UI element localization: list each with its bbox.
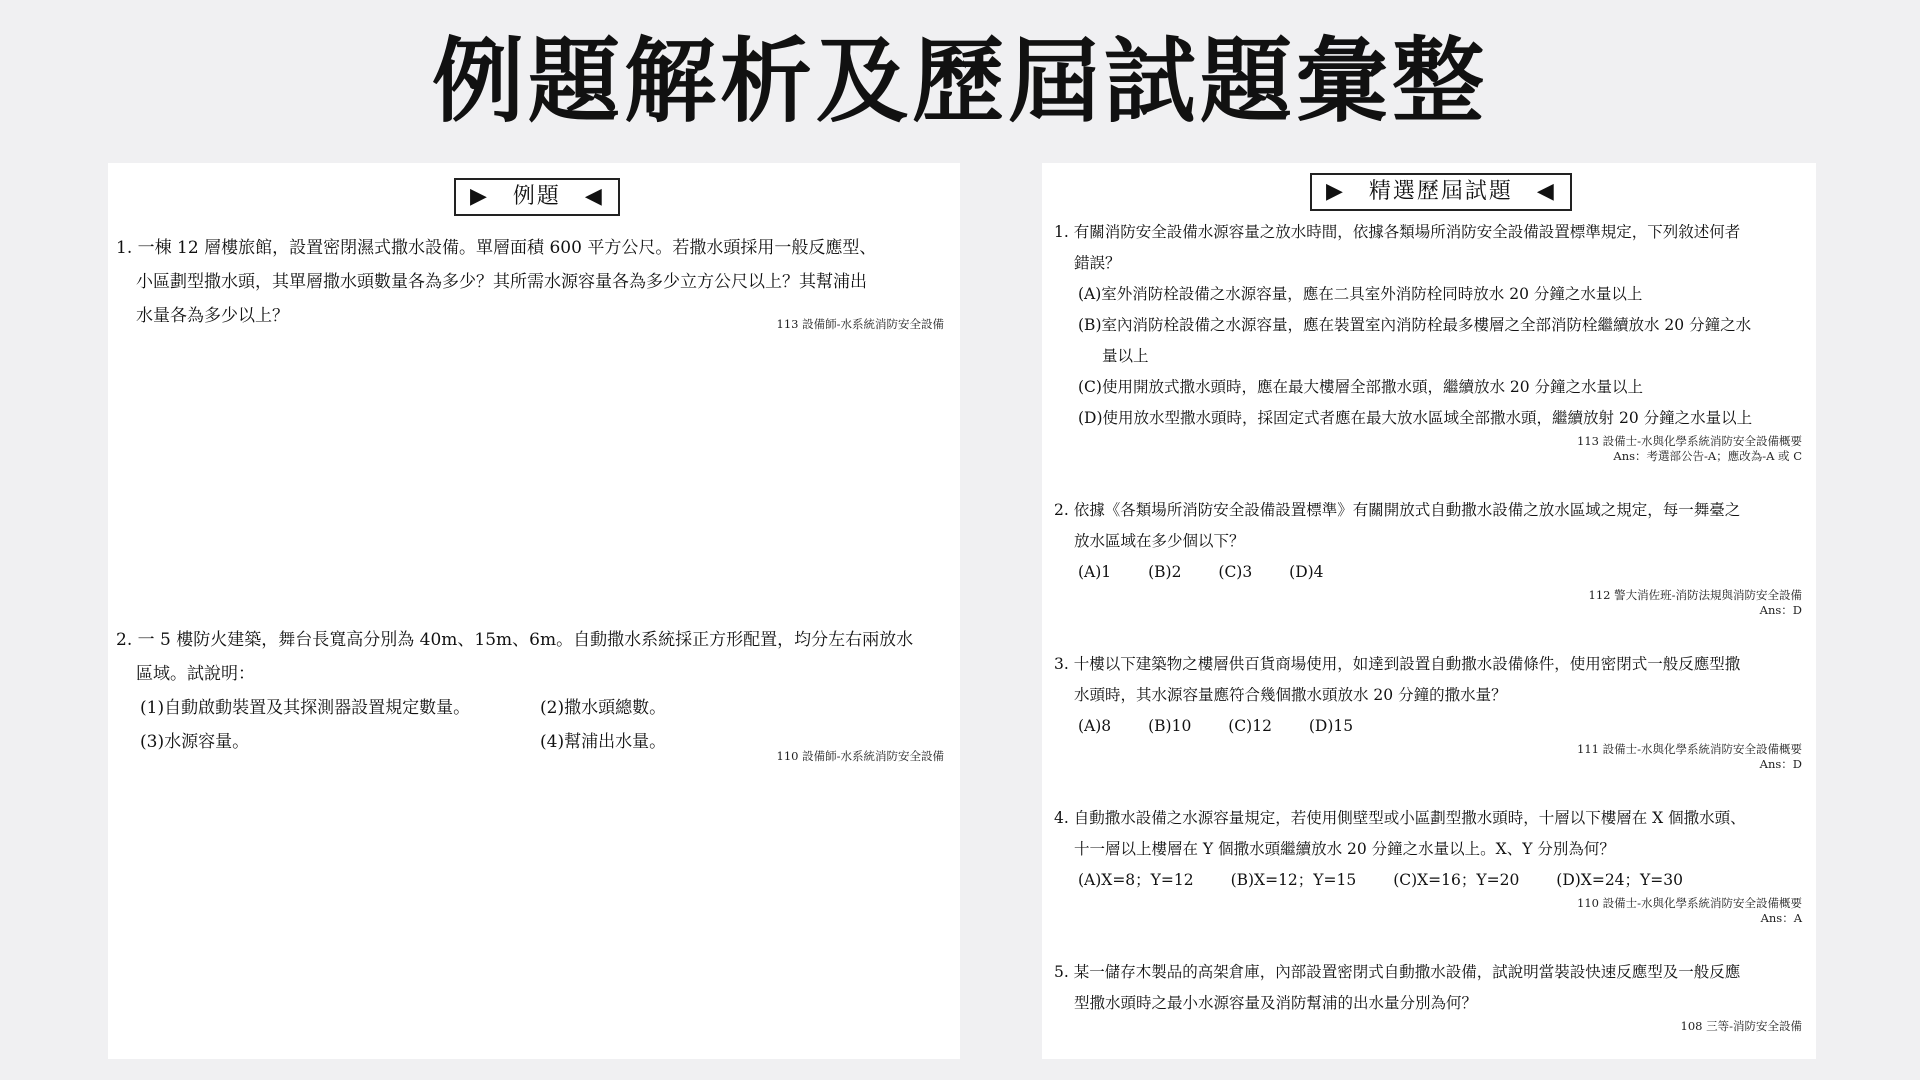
question-line: 放水區域在多少個以下？ (1074, 532, 1245, 550)
question-line: 錯誤？ (1074, 254, 1121, 272)
question-line: 2. 依據《各類場所消防安全設備設置標準》有關開放式自動撒水設備之放水區域之規定，每一舞臺之 (1054, 501, 1741, 519)
option: (C)X=16；Y=20 (1393, 871, 1520, 889)
past-question-4 (1054, 803, 1814, 926)
answer: Ans：A (1760, 911, 1802, 925)
answer: Ans：D (1759, 603, 1802, 617)
question-line: 小區劃型撒水頭，其單層撒水頭數量各為多少？其所需水源容量各為多少立方公尺以上？其幫浦出 (136, 272, 867, 292)
question-source: 110 設備士-水與化學系統消防安全設備概要 (1577, 896, 1802, 910)
question-source: 112 警大消佐班-消防法規與消防安全設備 (1588, 588, 1802, 602)
option: (B)室內消防栓設備之水源容量，應在裝置室內消防栓最多樓層之全部消防栓繼續放水 20 分鐘之水 (1078, 316, 1752, 334)
option: (B)2 (1148, 563, 1182, 581)
example-question-2 (116, 623, 956, 764)
question-line: 3. 十樓以下建築物之樓層供百貨商場使用，如達到設置自動撒水設備條件，使用密閉式一般反應型撒 (1054, 655, 1741, 673)
question-source: 113 設備師-水系統消防安全設備 (776, 317, 944, 331)
past-exams-panel (1042, 163, 1816, 1059)
option: (A)1 (1078, 563, 1112, 581)
option: (A)X=8；Y=12 (1078, 871, 1194, 889)
option-continued: 量以上 (1102, 347, 1149, 365)
question-line: 區域。試說明： (136, 664, 255, 684)
sub-question: (1)自動啟動裝置及其探測器設置規定數量。 (140, 698, 471, 718)
option: (D)4 (1289, 563, 1324, 581)
past-question-5 (1054, 957, 1814, 1034)
question-line: 1. 一棟 12 層樓旅館，設置密閉濕式撒水設備。單層面積 600 平方公尺。若撒水頭採用一般反應型、 (116, 238, 877, 258)
question-line: 1. 有關消防安全設備水源容量之放水時間，依據各類場所消防安全設備設置標準規定，下列敘述何者 (1054, 223, 1741, 241)
sub-question: (4)幫浦出水量。 (540, 732, 667, 752)
question-line: 十一層以上樓層在 Y 個撒水頭繼續放水 20 分鐘之水量以上。X、Y 分別為何？ (1074, 840, 1615, 858)
question-line: 型撒水頭時之最小水源容量及消防幫浦的出水量分別為何？ (1074, 994, 1478, 1012)
sub-question: (3)水源容量。 (140, 732, 250, 752)
past-question-3 (1054, 649, 1814, 772)
option: (A)8 (1078, 717, 1112, 735)
page-title: 例題解析及歷屆試題彙整 (431, 28, 1488, 135)
option: (B)10 (1148, 717, 1192, 735)
question-line: 5. 某一儲存木製品的高架倉庫，內部設置密閉式自動撒水設備，試說明當裝設快速反應型及一般反應 (1054, 963, 1741, 981)
option: (A)室外消防栓設備之水源容量，應在二具室外消防栓同時放水 20 分鐘之水量以上 (1078, 285, 1643, 303)
question-line: 4. 自動撒水設備之水源容量規定，若使用側壁型或小區劃型撒水頭時，十層以下樓層在 X 個撒水頭、 (1054, 809, 1746, 827)
options-row (1054, 865, 1814, 896)
past-question-2 (1054, 495, 1814, 618)
answer: Ans：D (1759, 757, 1802, 771)
past-exams-heading: ▶ 精選歷屆試題 ◀ (1310, 173, 1572, 211)
past-question-1 (1054, 217, 1814, 464)
options-row (1054, 711, 1814, 742)
example-question-1 (116, 231, 956, 332)
option: (C)12 (1228, 717, 1272, 735)
question-line: 水量各為多少以上？ (136, 306, 289, 326)
option: (D)X=24；Y=30 (1556, 871, 1683, 889)
option: (D)使用放水型撒水頭時，採固定式者應在最大放水區域全部撒水頭，繼續放射 20 分鐘之水量以上 (1078, 409, 1753, 427)
option: (C)3 (1218, 563, 1253, 581)
question-source: 110 設備師-水系統消防安全設備 (776, 749, 944, 763)
question-line: 2. 一 5 樓防火建築，舞台長寬高分別為 40m、15m、6m。自動撒水系統採正方形配置，均分左右兩放水 (116, 630, 914, 650)
options-row (1054, 557, 1814, 588)
question-source: 111 設備士-水與化學系統消防安全設備概要 (1577, 742, 1802, 756)
question-source: 108 三等-消防安全設備 (1680, 1019, 1802, 1033)
examples-panel (108, 163, 960, 1059)
answer: Ans：考選部公告-A；應改為-A 或 C (1613, 449, 1802, 463)
option: (B)X=12；Y=15 (1230, 871, 1357, 889)
question-line: 水頭時，其水源容量應符合幾個撒水頭放水 20 分鐘的撒水量？ (1074, 686, 1507, 704)
examples-heading: ▶ 例題 ◀ (454, 178, 620, 216)
option: (C)使用開放式撒水頭時，應在最大樓層全部撒水頭，繼續放水 20 分鐘之水量以上 (1078, 378, 1644, 396)
question-source: 113 設備士-水與化學系統消防安全設備概要 (1577, 434, 1802, 448)
sub-question: (2)撒水頭總數。 (540, 698, 667, 718)
option: (D)15 (1308, 717, 1354, 735)
